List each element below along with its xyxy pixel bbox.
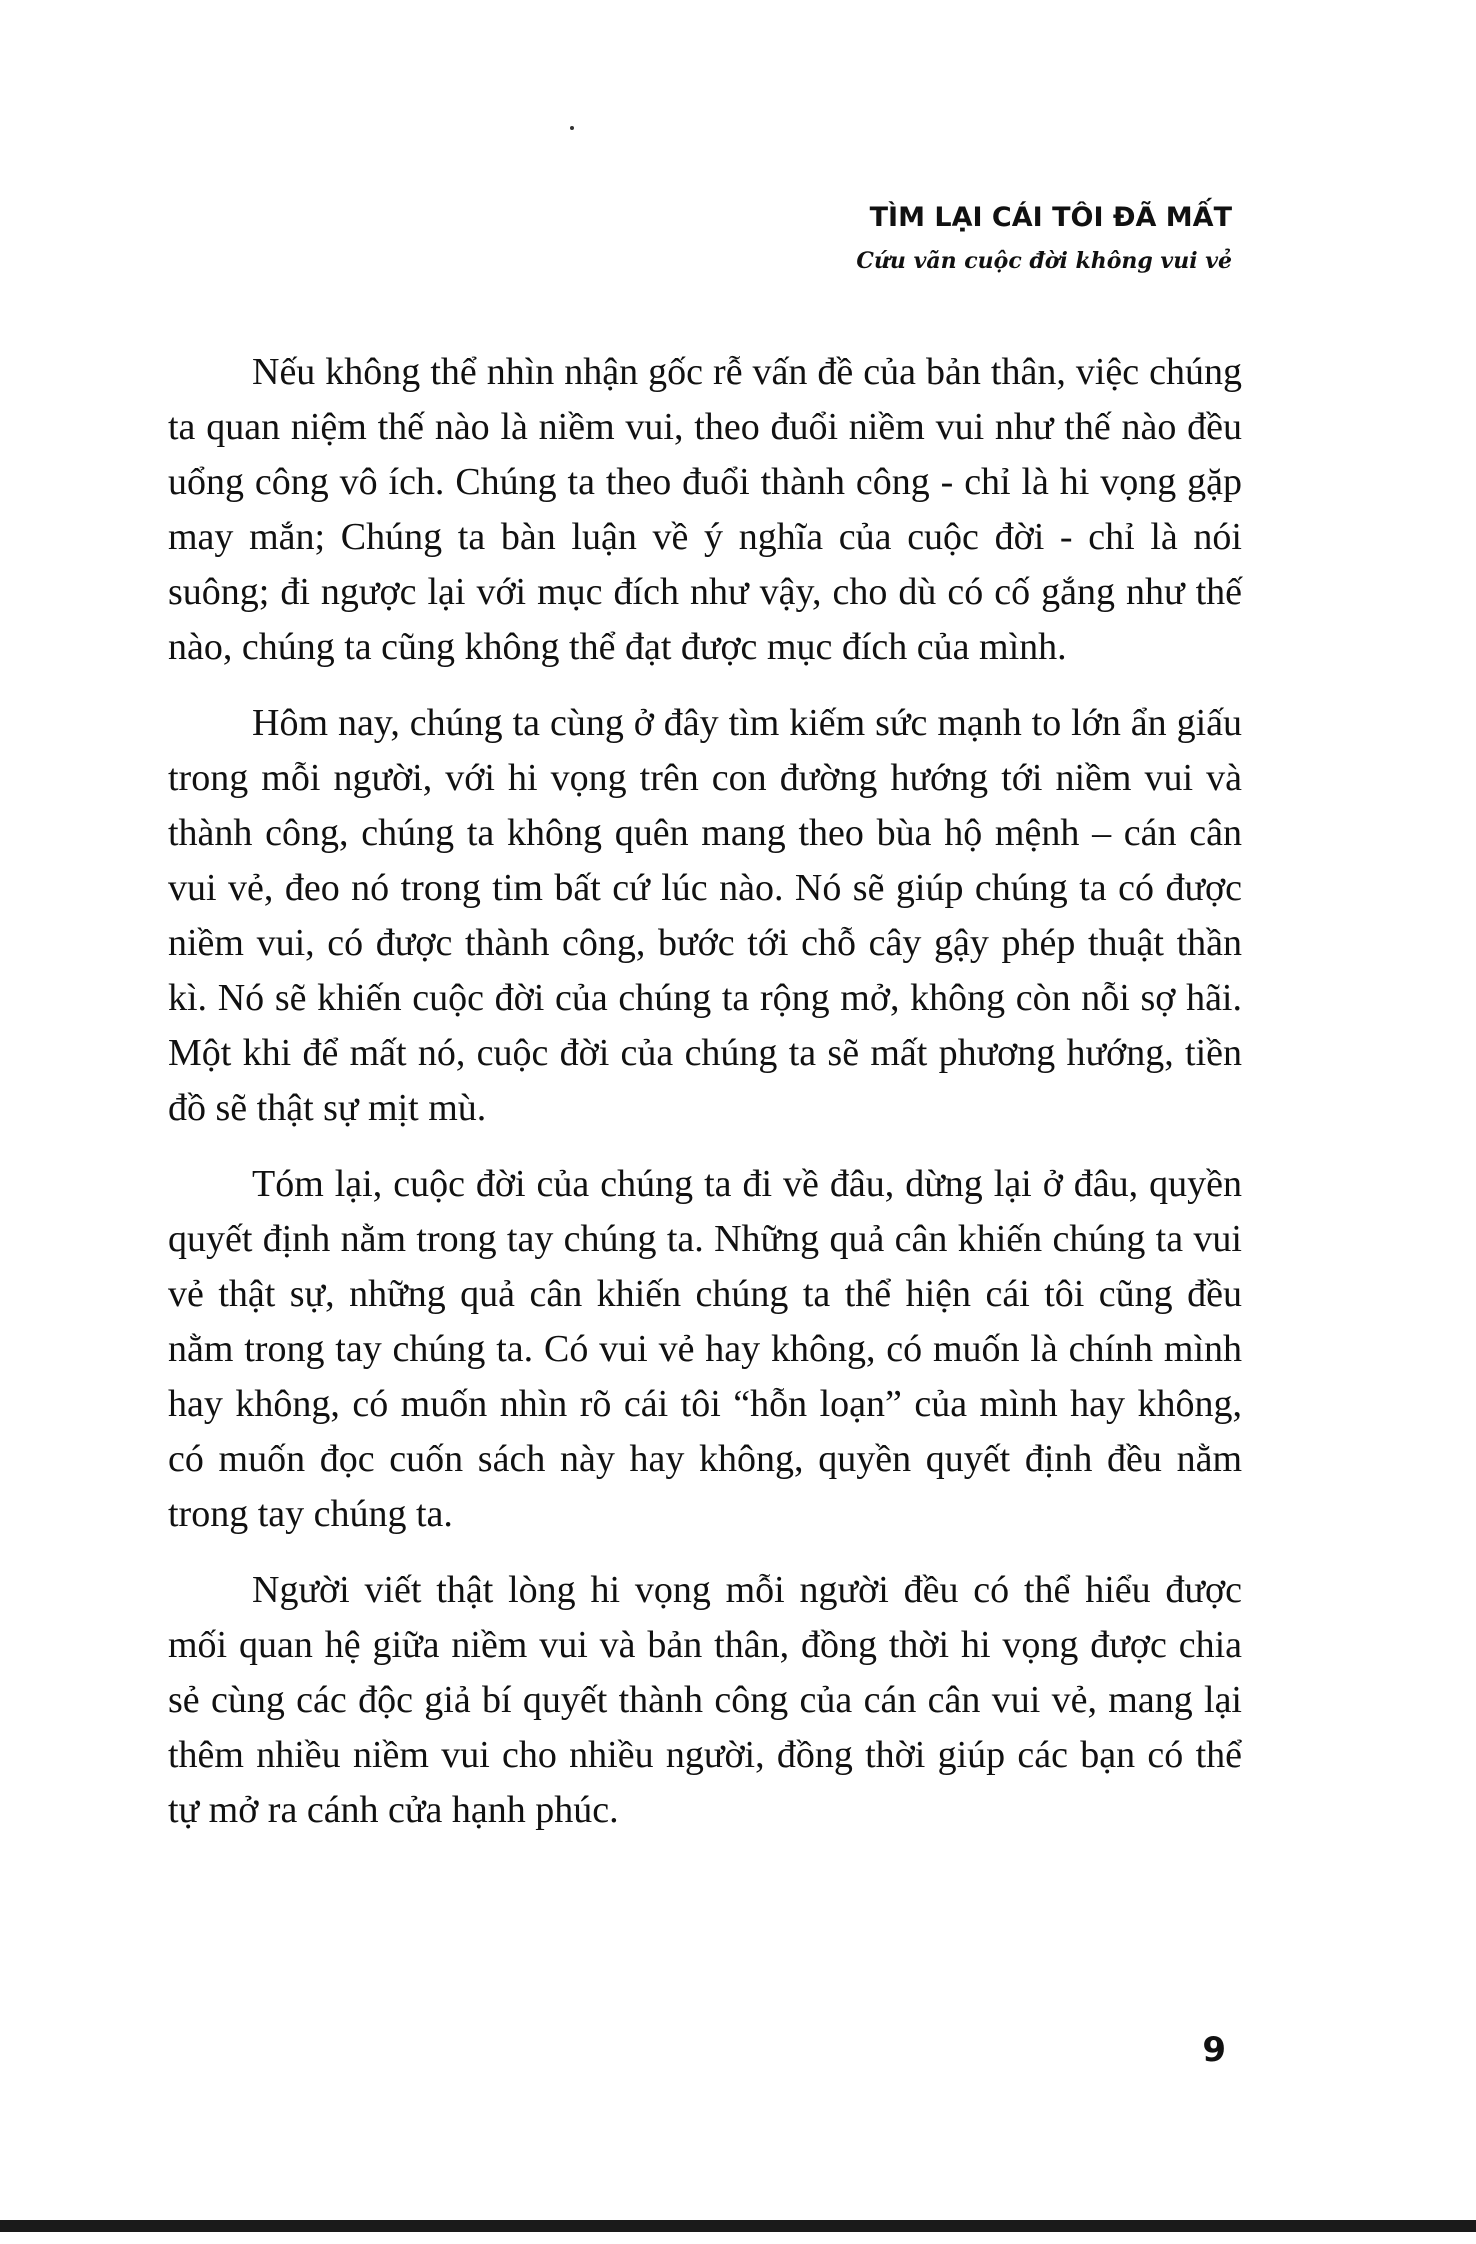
book-subtitle: Cứu vãn cuộc đời không vui vẻ xyxy=(856,248,1232,274)
page-number: 9 xyxy=(1202,2030,1226,2070)
paragraph: Tóm lại, cuộc đời của chúng ta đi về đâu, dừng lại ở đâu, quyền quyết định nằm trong tay chúng ta. Những quả cân khiến chúng ta vui vẻ thật sự, những quả cân khiến chúng ta thể hiện cái tôi cũng đều nằm trong tay chúng ta. Có vui vẻ hay không, có muốn là chính mình hay không, có muốn nhìn rõ cái tôi “hỗn loạn” của mình hay không, có muốn đọc cuốn sách này hay không, quyền quyết định đều nằm trong tay chúng ta. xyxy=(168,1163,1242,1535)
running-header xyxy=(856,200,1232,278)
scan-speck xyxy=(570,126,574,130)
body-text xyxy=(168,345,1242,1859)
paragraph: Hôm nay, chúng ta cùng ở đây tìm kiếm sức mạnh to lớn ẩn giấu trong mỗi người, với hi vọng trên con đường hướng tới niềm vui và thành công, chúng ta không quên mang theo bùa hộ mệnh – cán cân vui vẻ, đeo nó trong tim bất cứ lúc nào. Nó sẽ giúp chúng ta có được niềm vui, có được thành công, bước tới chỗ cây gậy phép thuật thần kì. Nó sẽ khiến cuộc đời của chúng ta rộng mở, không còn nỗi sợ hãi. Một khi để mất nó, cuộc đời của chúng ta sẽ mất phương hướng, tiền đồ sẽ thật sự mịt mù. xyxy=(168,702,1242,1129)
paragraph: Người viết thật lòng hi vọng mỗi người đều có thể hiểu được mối quan hệ giữa niềm vui và bản thân, đồng thời hi vọng được chia sẻ cùng các độc giả bí quyết thành công của cán cân vui vẻ, mang lại thêm nhiều niềm vui cho nhiều người, đồng thời giúp các bạn có thể tự mở ra cánh cửa hạnh phúc. xyxy=(168,1569,1242,1831)
book-title: TÌM LẠI CÁI TÔI ĐÃ MẤT xyxy=(869,202,1232,233)
paragraph: Nếu không thể nhìn nhận gốc rễ vấn đề của bản thân, việc chúng ta quan niệm thế nào là niềm vui, theo đuổi niềm vui như thế nào đều uổng công vô ích. Chúng ta theo đuổi thành công - chỉ là hi vọng gặp may mắn; Chúng ta bàn luận về ý nghĩa của cuộc đời - chỉ là nói suông; đi ngược lại với mục đích như vậy, cho dù có cố gắng như thế nào, chúng ta cũng không thể đạt được mục đích của mình. xyxy=(168,351,1242,668)
bottom-edge-rule xyxy=(0,2220,1476,2232)
